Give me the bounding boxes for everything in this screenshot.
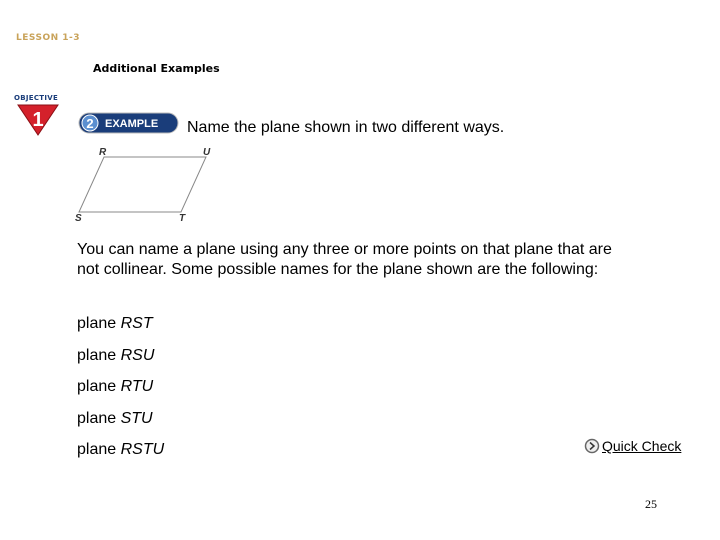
plane-name: RTU [120,378,154,395]
example-badge [78,112,180,134]
plane-name: RSU [120,346,155,364]
plane-prefix: plane [77,315,121,332]
point-label-s: S [75,213,82,224]
example-label: EXAMPLE [105,118,159,130]
plane-prefix: plane [77,441,121,458]
quick-check-label: Quick Check [602,438,682,454]
page-subtitle: Additional Examples [93,62,220,75]
page-number: 25 [645,497,657,511]
explanation-text: You can name a plane using any three or more points on that plane that are not collinear. Some possible names for the plane shown are the following: [77,241,612,278]
plane-name: RST [120,315,153,332]
list-item [77,347,164,379]
plane-name: RSTU [120,441,165,458]
point-label-u: U [203,147,211,158]
list-item [77,441,164,473]
list-item [77,315,164,347]
plane-names-list [77,315,164,473]
objective-label: OBJECTIVE [14,94,59,102]
plane-prefix: plane [77,378,121,395]
point-label-t: T [179,213,186,224]
list-item [77,378,164,410]
plane-prefix: plane [77,409,121,427]
list-item [77,410,164,442]
objective-badge [13,94,63,138]
objective-number: 1 [32,109,44,131]
plane-prefix: plane [77,346,121,364]
example-prompt: Name the plane shown in two different ways. [187,119,505,136]
lesson-label: LESSON 1-3 [16,33,81,43]
example-number: 2 [86,116,94,131]
quick-check-link[interactable] [584,438,681,454]
arrow-circle-icon [584,438,600,454]
point-label-r: R [99,147,107,158]
plane-name: STU [120,409,153,427]
plane-figure [66,143,226,225]
